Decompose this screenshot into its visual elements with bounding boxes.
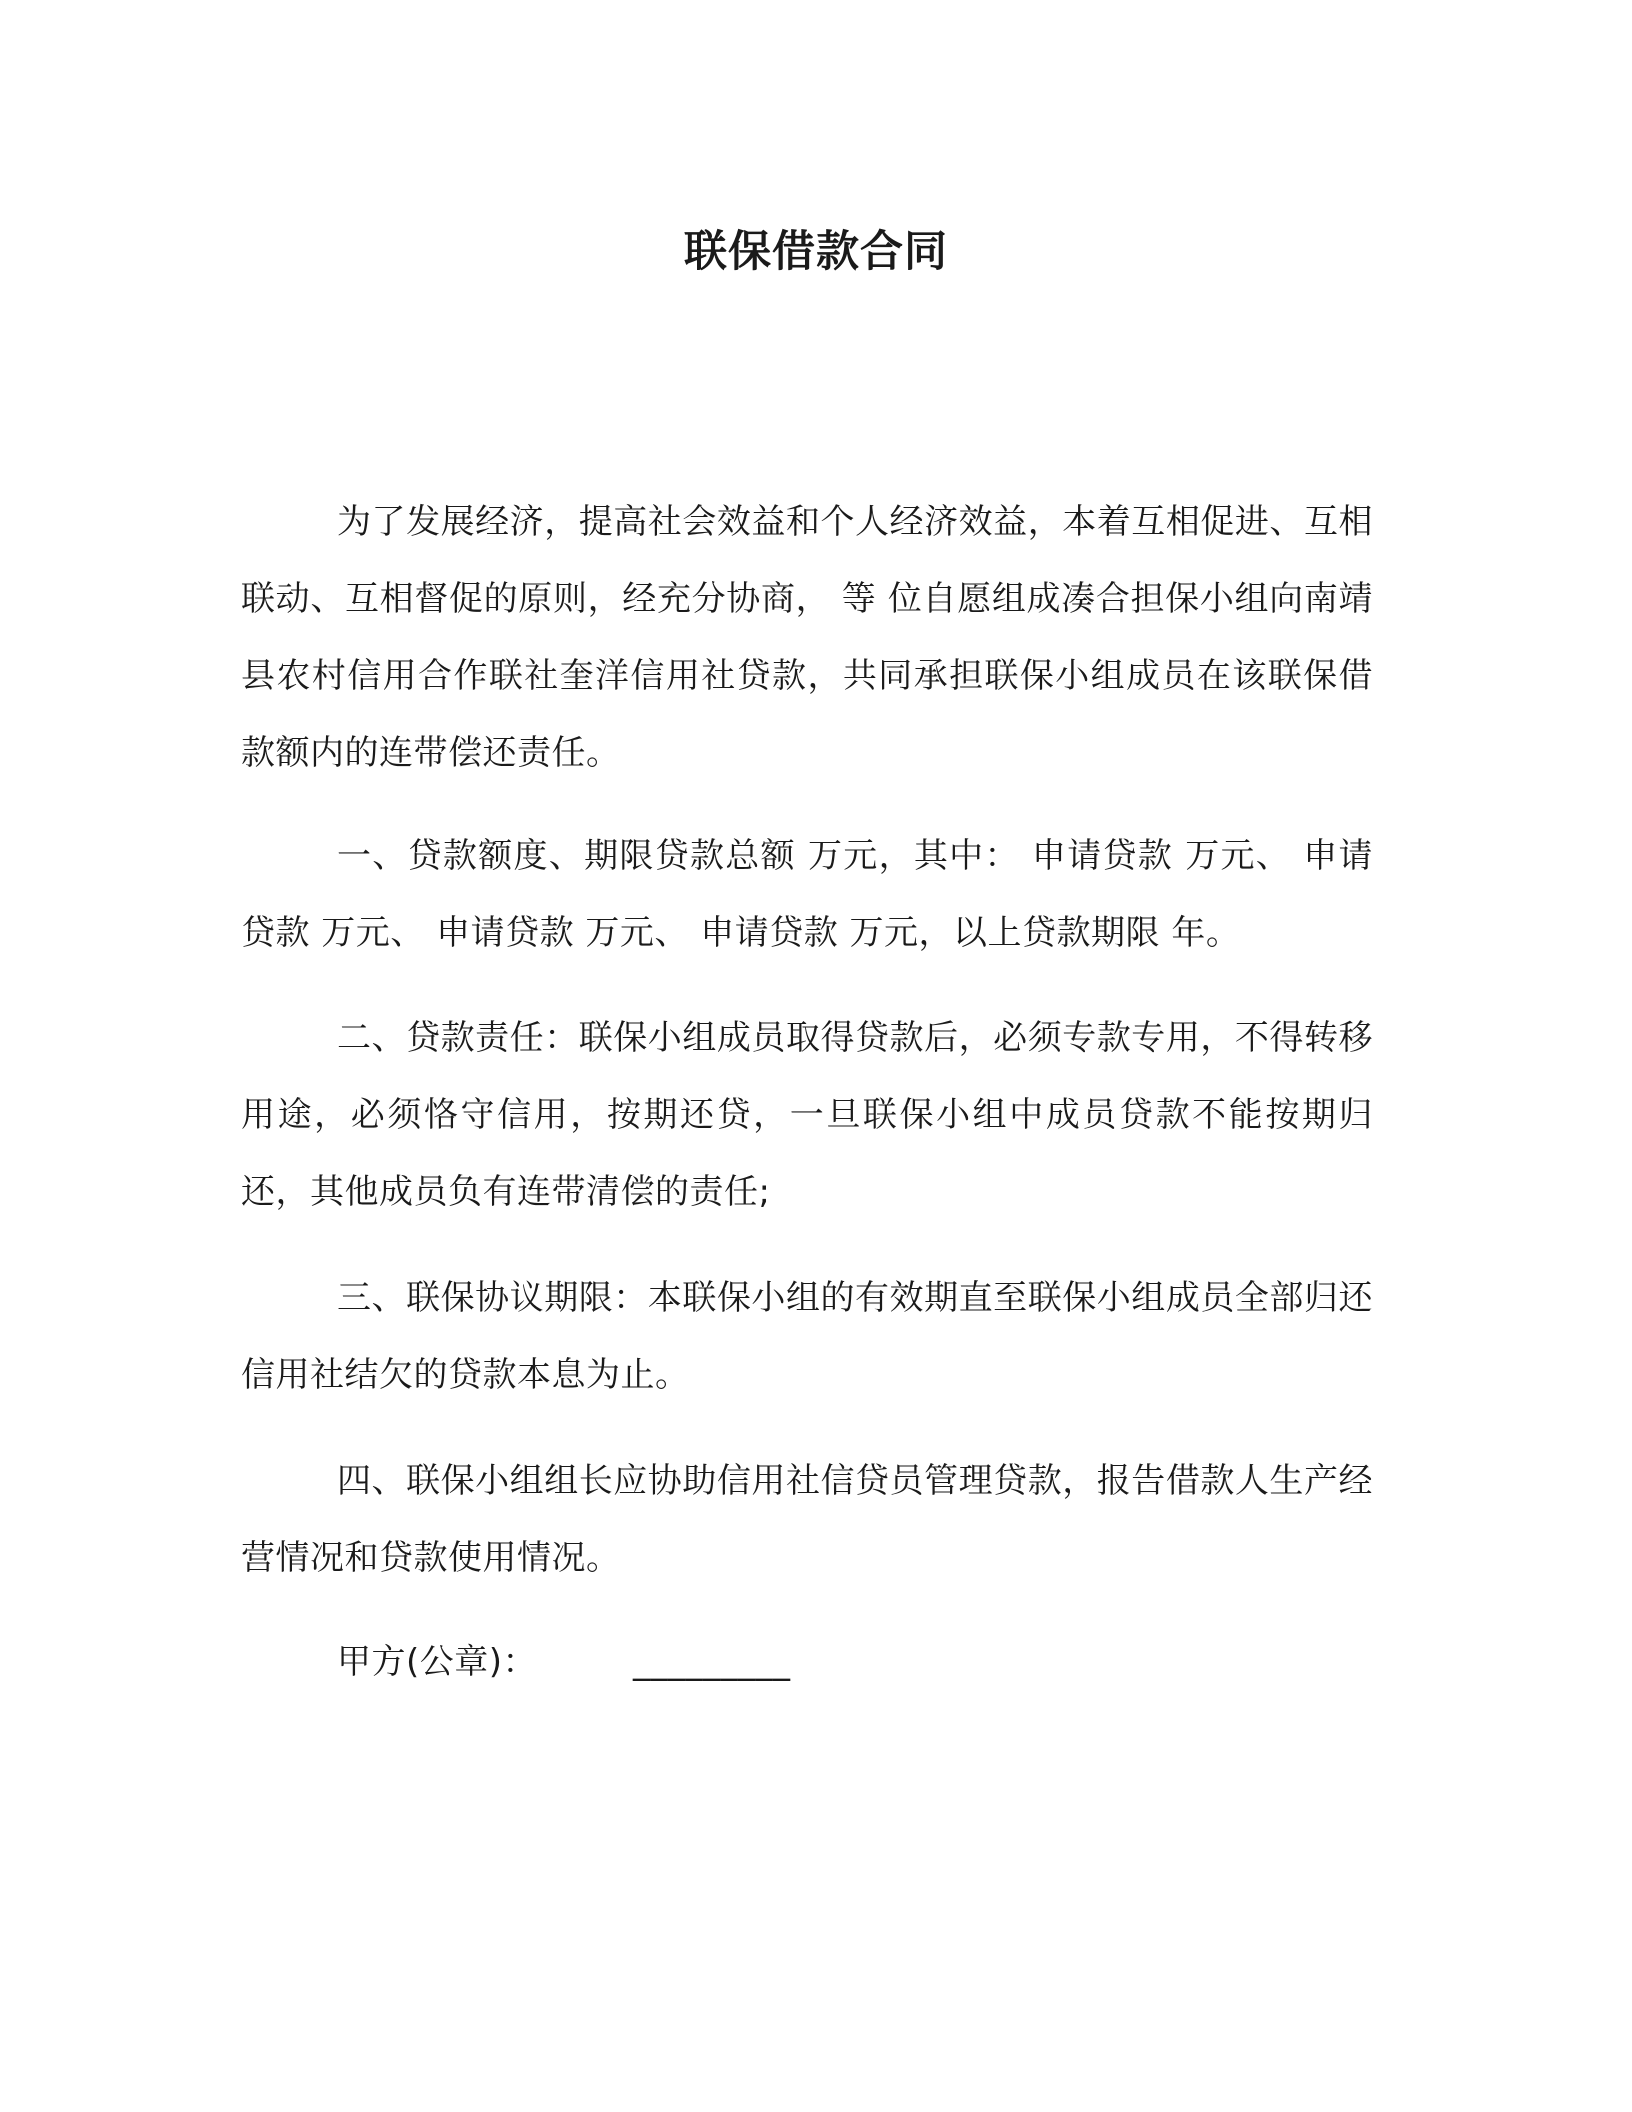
- signature-blank: _________: [633, 1642, 791, 1682]
- clause-agreement-term: 三、联保协议期限：本联保小组的有效期直至联保小组成员全部归还信用社结欠的贷款本息为止。: [241, 1278, 1373, 1395]
- clause-loan-responsibility: 二、贷款责任：联保小组成员取得贷款后，必须专款专用，不得转移用途，必须恪守信用，按期还贷，一旦联保小组中成员贷款不能按期归还，其他成员负有连带清偿的责任;: [241, 1018, 1373, 1212]
- clause-loan-amount: 一、贷款额度、期限贷款总额 万元，其中： 申请贷款 万元、 申请贷款 万元、 申请贷款 万元、 申请贷款 万元，以上贷款期限 年。: [241, 836, 1373, 953]
- intro-paragraph: 为了发展经济，提高社会效益和个人经济效益，本着互相促进、互相联动、互相督促的原则，经充分协商， 等 位自愿组成凑合担保小组向南靖县农村信用合作联社奎洋信用社贷款，共同承担联保小组成员在该联保借款额内的连带偿还责任。: [241, 502, 1373, 773]
- signature-label: 甲方(公章)：: [337, 1642, 538, 1682]
- document-title: 联保借款合同: [684, 227, 948, 277]
- clause-group-leader-duty: 四、联保小组组长应协助信用社信贷员管理贷款，报告借款人生产经营情况和贷款使用情况。: [241, 1461, 1373, 1578]
- signature-line: [241, 1624, 1373, 1701]
